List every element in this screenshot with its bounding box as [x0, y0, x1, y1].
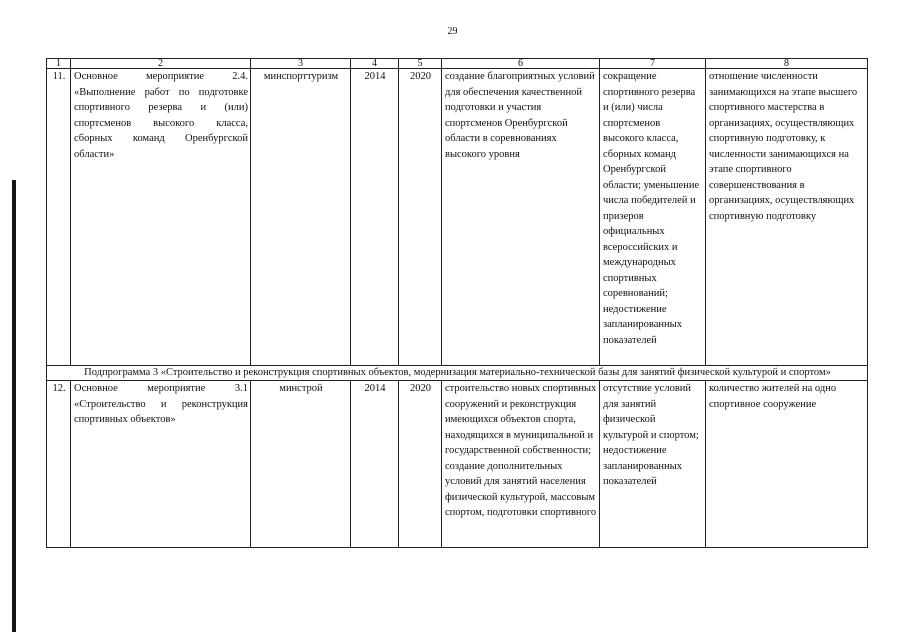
event-name: Основное мероприятие 3.1 «Строительство и реконструкция спортивных объектов»	[71, 381, 251, 548]
risks: сокращение спортивного резерва и (или) числа спортсменов высокого класса, сборных команд Оренбургской области; уменьшение числа победителей и призеров официальных всероссийских и международных спортивных соревнований; недостижение запланированных показателей	[600, 69, 706, 366]
column-header: 8	[706, 59, 868, 69]
column-header: 4	[351, 59, 399, 69]
page-number: 29	[447, 26, 458, 37]
executor: минспорттуризм	[251, 69, 351, 366]
subprogram-row	[47, 366, 868, 381]
event-name: Основное мероприятие 2.4. «Выполнение работ по подготовке спортивного резерва и (или) спортсменов высокого класса, сборных команд Оренбургской области»	[71, 69, 251, 366]
start-year: 2014	[351, 381, 399, 548]
subprogram-title: Подпрограмма 3 «Строительство и реконструкция спортивных объектов, модернизация материально-технической базы для занятий физической культурой и спортом»	[47, 366, 868, 381]
column-header: 2	[71, 59, 251, 69]
executor: минстрой	[251, 381, 351, 548]
column-header: 3	[251, 59, 351, 69]
events-table	[46, 58, 868, 548]
indicator: количество жителей на одно спортивное сооружение	[706, 381, 868, 548]
start-year: 2014	[351, 69, 399, 366]
indicator: отношение численности занимающихся на этапе высшего спортивного мастерства в организациях, осуществляющих спортивную подготовку, к численности занимающихся на этапе спортивного совершенствования в организациях, осуществляющих спортивную подготовку	[706, 69, 868, 366]
risks: отсутствие условий для занятий физической культурой и спортом; недостижение запланированных показателей	[600, 381, 706, 548]
table-row	[47, 381, 868, 548]
row-number: 12.	[47, 381, 71, 548]
table-header-row	[47, 59, 868, 69]
column-header: 6	[442, 59, 600, 69]
row-number: 11.	[47, 69, 71, 366]
end-year: 2020	[399, 381, 442, 548]
expected-result: создание благоприятных условий для обеспечения качественной подготовки и участия спортсменов Оренбургской области в соревнованиях высокого уровня	[442, 69, 600, 366]
end-year: 2020	[399, 69, 442, 366]
column-header: 7	[600, 59, 706, 69]
scan-edge-bar	[12, 180, 16, 632]
expected-result: строительство новых спортивных сооружений и реконструкция имеющихся объектов спорта, находящихся в муниципальной и государственной собственности; создание дополнительных условий для занятий населения физической культурой, массовым спортом, подготовки спортивного	[442, 381, 600, 548]
column-header: 1	[47, 59, 71, 69]
column-header: 5	[399, 59, 442, 69]
table-row	[47, 69, 868, 366]
